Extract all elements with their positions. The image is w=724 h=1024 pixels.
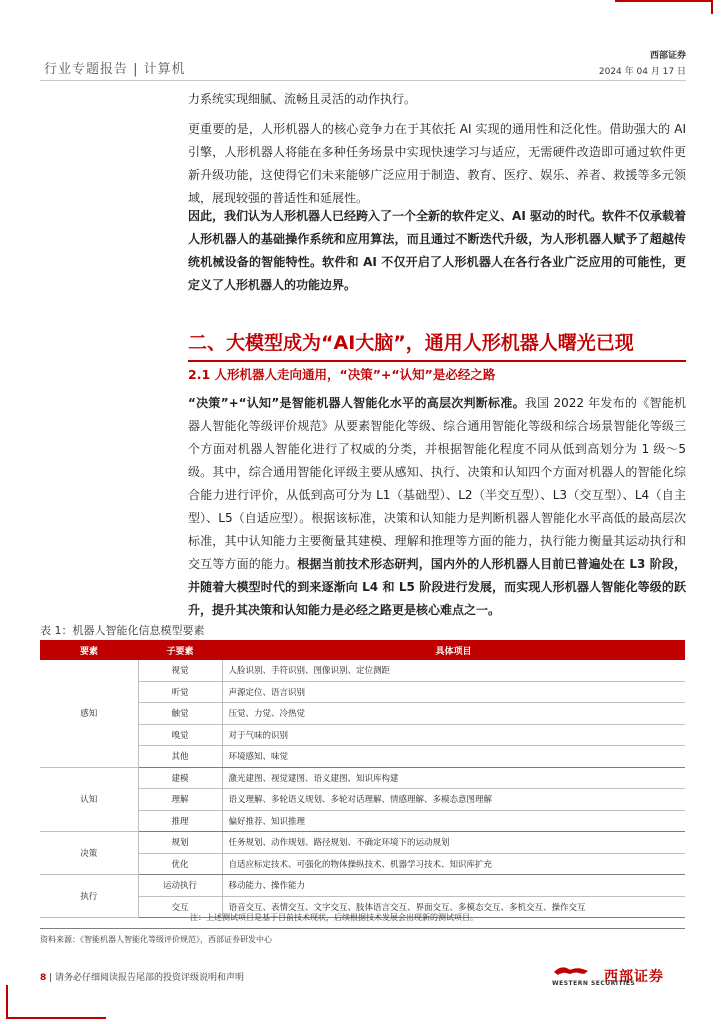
item-cell: 激光建图、视觉建图、语义建图、知识库构建 bbox=[222, 767, 685, 789]
report-date: 2024 年 04 月 17 日 bbox=[598, 67, 686, 77]
footer-disclaimer: | 请务必仔细阅读报告尾部的投资评级说明和声明 bbox=[49, 973, 245, 983]
item-cell: 自适应标定技术、可强化的物体操纵技术、机器学习技术、知识库扩充 bbox=[222, 853, 685, 875]
header-item: 具体项目 bbox=[222, 640, 685, 660]
sub-element: 其他 bbox=[138, 746, 222, 768]
corner-mark-top-vertical bbox=[711, 0, 713, 14]
page-footer bbox=[40, 970, 244, 983]
item-cell: 压觉、力觉、冷热觉 bbox=[222, 703, 685, 725]
header-company: 西部证券 bbox=[649, 51, 686, 61]
table-caption: 表 1：机器人智能化信息模型要素 bbox=[40, 624, 205, 637]
sub-element: 运动执行 bbox=[138, 875, 222, 897]
corner-mark-bottom-vertical bbox=[6, 985, 8, 1019]
paragraph-3 bbox=[188, 392, 686, 622]
item-cell: 人脸识别、手符识别、图像识别、定位测距 bbox=[222, 660, 685, 681]
subsection-heading: 2.1 人形机器人走向通用，“决策”+“认知”是必经之路 bbox=[188, 367, 496, 382]
item-cell: 偏好推荐、知识推理 bbox=[222, 810, 685, 832]
logo-english: WESTERN SECURITIES bbox=[552, 980, 636, 987]
paragraph-3-lead: “决策”+“认知”是智能机器人智能化水平的高层次判断标准。 bbox=[188, 396, 525, 410]
sub-element: 优化 bbox=[138, 853, 222, 875]
item-cell: 环境感知、味觉 bbox=[222, 746, 685, 768]
item-cell: 声源定位、语言识别 bbox=[222, 681, 685, 703]
table-row bbox=[40, 832, 685, 854]
page-number: 8 bbox=[40, 973, 47, 983]
paragraph-3-body: 我国 2022 年发布的《智能机器人智能化等级评价规范》从要素智能化等级、综合通用智能化等级和综合场景智能化等级三个方面对机器人智能化进行了权威的分类，并根据智能化程度不同从低到高划分为 1 级～5 级。其中，综合通用智能化评级主要从感知、执行、决策和认知四个方面对机器人的智能化综合能力进行评价，从低到高可分为 L1（基础型）、L2（半交互型）、L3（交互型）、L4（自主型）、L5（自适应型）。根据该标准，决策和认知能力是判断机器人智能化水平高低的最高层次标准，其中认知能力主要衡量其建模、理解和推理等方面的能力，执行能力衡量其运动执行和交互等方面的能力。 bbox=[188, 396, 687, 571]
item-cell: 任务规划、动作规划、路径规划、不确定环境下的运动规划 bbox=[222, 832, 685, 854]
table-row bbox=[40, 875, 685, 897]
paragraph-0: 力系统实现细腻、流畅且灵活的动作执行。 bbox=[188, 92, 417, 106]
paragraph-1: 更重要的是，人形机器人的核心竞争力在于其依托 AI 实现的通用性和泛化性。借助强大的 AI 引擎，人形机器人将能在多种任务场景中实现快速学习与适应，无需硬件改造即可通过软件更新升级功能，这使得它们未来能够广泛应用于制造、教育、医疗、娱乐、养者、救援等多元领域，展现较强的普适性和延展性。 bbox=[188, 122, 686, 205]
table-note: 注：上述测试项目是基于目前技术现状，后续根据技术发展会出现新的测试项目。 bbox=[190, 913, 478, 922]
section-heading: 二、大模型成为“AI大脑”，通用人形机器人曙光已现 bbox=[188, 332, 634, 354]
table-header-row bbox=[40, 640, 685, 660]
sub-element: 理解 bbox=[138, 789, 222, 811]
header-sub-element: 子要素 bbox=[138, 640, 222, 660]
item-cell: 语义理解、多轮语义规划、多轮对话理解、情感理解、多模态意图理解 bbox=[222, 789, 685, 811]
corner-mark-top bbox=[615, 0, 713, 2]
sub-element: 建模 bbox=[138, 767, 222, 789]
paragraph-3-tail: 根据当前技术形态研判，国内外的人形机器人目前已普遍处在 L3 阶段，并随着大模型时代的到来逐渐向 L4 和 L5 阶段进行发展，而实现人形机器人智能化等级的跃升，提升其决策和认知能力是必经之路更是核心难点之一。 bbox=[188, 557, 686, 617]
info-model-table bbox=[40, 640, 685, 918]
sub-element: 推理 bbox=[138, 810, 222, 832]
table-row bbox=[40, 767, 685, 789]
report-category: 行业专题报告 | 计算机 bbox=[44, 62, 186, 77]
group-decision: 决策 bbox=[40, 832, 138, 875]
header-element: 要素 bbox=[40, 640, 138, 660]
group-perception: 感知 bbox=[40, 660, 138, 767]
table-row bbox=[40, 660, 685, 681]
sub-element: 听觉 bbox=[138, 681, 222, 703]
section-heading-rule bbox=[188, 360, 686, 362]
sub-element: 交互 bbox=[138, 896, 222, 918]
item-cell: 语音交互、表情交互、文字交互、肢体语言交互、界面交互、多模态交互、多机交互、操作交互 bbox=[222, 896, 685, 918]
table-source: 资料来源：《智能机器人智能化等级评价规范》，西部证券研发中心 bbox=[40, 935, 272, 944]
sub-element: 触觉 bbox=[138, 703, 222, 725]
header-divider bbox=[40, 80, 686, 81]
logo-name: 西部证券 bbox=[604, 969, 664, 985]
item-cell: 对于气味的识别 bbox=[222, 724, 685, 746]
corner-mark-bottom bbox=[6, 1017, 106, 1019]
group-execution: 执行 bbox=[40, 875, 138, 918]
item-cell: 移动能力、操作能力 bbox=[222, 875, 685, 897]
sub-element: 规划 bbox=[138, 832, 222, 854]
group-cognition: 认知 bbox=[40, 767, 138, 832]
table-bottom-rule bbox=[40, 928, 685, 929]
sub-element: 视觉 bbox=[138, 660, 222, 681]
sub-element: 嗅觉 bbox=[138, 724, 222, 746]
paragraph-2: 因此，我们认为人形机器人已经跨入了一个全新的软件定义、AI 驱动的时代。软件不仅承载着人形机器人的基础操作系统和应用算法，而且通过不断迭代升级，为人形机器人赋予了超越传统机械设备的智能特性。软件和 AI 不仅开启了人形机器人在各行各业广泛应用的可能性，更定义了人形机器人的功能边界。 bbox=[188, 209, 686, 292]
